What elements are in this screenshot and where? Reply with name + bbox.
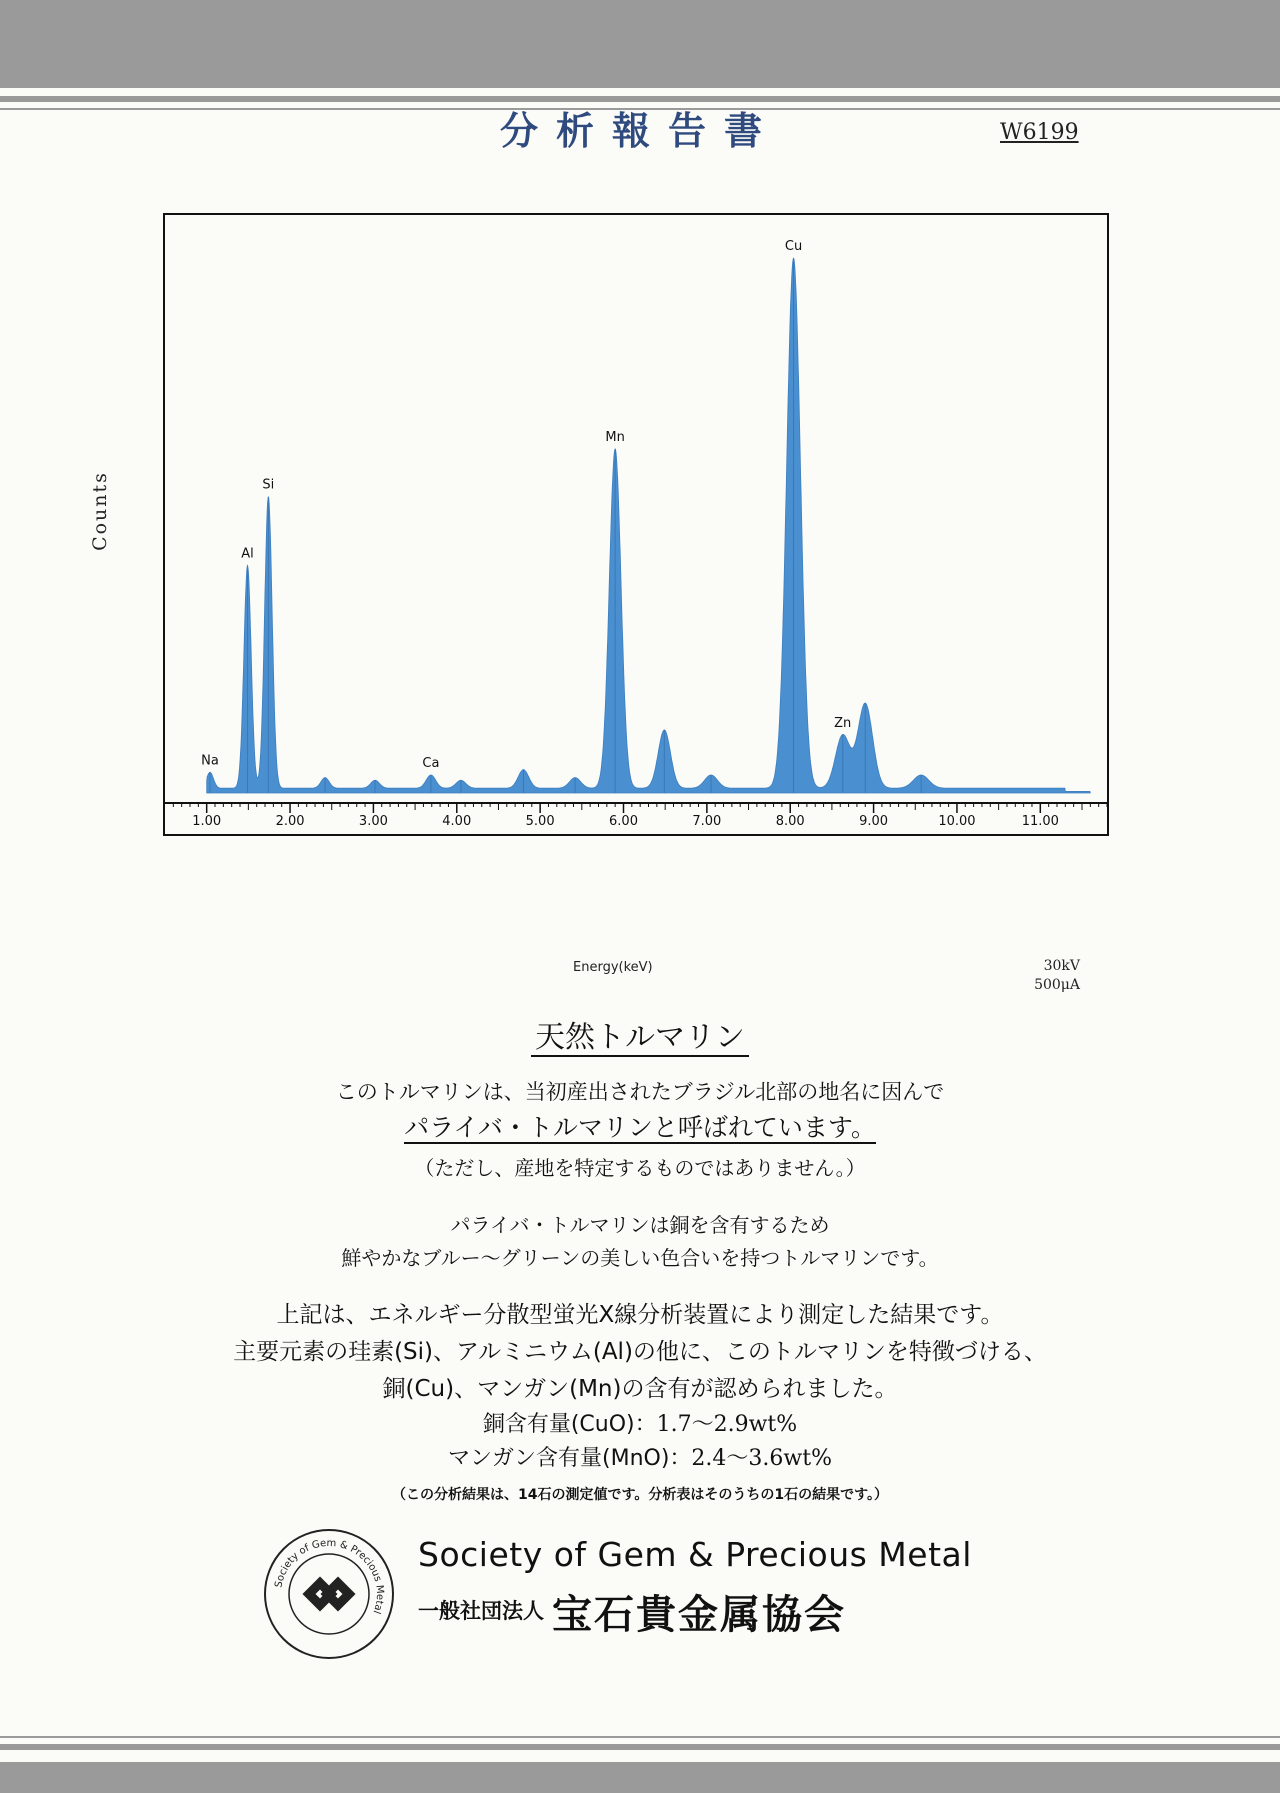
peak-label-al: Al xyxy=(241,546,254,562)
method-line: 上記は、エネルギー分散型蛍光X線分析装置により測定した結果です。 xyxy=(276,1302,1004,1328)
y-axis-label: Counts xyxy=(88,471,111,551)
cu-content-value: ：1.7～2.9wt% xyxy=(634,1412,798,1437)
sample-note: （この分析結果は、14石の測定値です。分析表はそのうちの1石の結果です。） xyxy=(392,1487,888,1503)
mn-content-line xyxy=(0,1441,1280,1472)
elements-line: 主要元素の珪素(Si)、アルミニウム(Al)の他に、このトルマリンを特徴づける、 xyxy=(233,1339,1047,1365)
organization-name-jp: 宝石貴金属協会 xyxy=(552,1592,846,1638)
paraiba-line xyxy=(0,1108,1280,1144)
mn-content-label: マンガン含有量(MnO) xyxy=(448,1446,670,1471)
x-tick-label-4: 5.00 xyxy=(525,814,555,829)
gem-name-text: 天然トルマリン xyxy=(531,1020,749,1057)
spectrum-area xyxy=(207,258,1091,793)
peak-label-zn: Zn xyxy=(834,716,852,732)
cu-content-label: 銅含有量(CuO) xyxy=(482,1412,635,1437)
top-border-band xyxy=(0,0,1280,88)
report-title: 分析報告書 xyxy=(499,109,780,153)
x-tick-label-6: 7.00 xyxy=(692,814,722,829)
x-axis-label: Energy(keV) xyxy=(573,960,653,975)
peak-label-mn: Mn xyxy=(605,430,625,446)
color-line: 鮮やかなブルー～グリーンの美しい色合いを持つトルマリンです。 xyxy=(341,1246,939,1270)
bottom-rule-thin xyxy=(0,1736,1280,1738)
document-number: W6199 xyxy=(1000,120,1079,145)
x-tick-label-10: 11.00 xyxy=(1021,814,1059,829)
organization-type: 一般社団法人 xyxy=(418,1599,544,1623)
x-tick-label-5: 6.00 xyxy=(609,814,638,829)
disclaimer-line: （ただし、産地を特定するものではありません。） xyxy=(414,1156,866,1180)
mn-content-value: ：2.4～3.6wt% xyxy=(669,1446,832,1471)
peak-label-si: Si xyxy=(262,477,275,493)
svg-text:Society of Gem & Precious Meta: Society of Gem & Precious Metal xyxy=(273,1537,386,1616)
x-tick-label-2: 3.00 xyxy=(358,814,388,829)
bottom-rule xyxy=(0,1744,1280,1750)
spectrum-chart xyxy=(165,215,1107,834)
cu-content-line xyxy=(0,1407,1280,1438)
paraiba-text: パライバ・トルマリンと呼ばれています。 xyxy=(404,1113,876,1142)
peak-label-cu: Cu xyxy=(784,239,803,255)
peak-label-na: Na xyxy=(201,753,219,769)
origin-line: このトルマリンは、当初産出されたブラジル北部の地名に因んで xyxy=(335,1080,945,1104)
voltage-condition: 30kV xyxy=(1043,958,1080,974)
x-tick-label-3: 4.00 xyxy=(442,814,472,829)
x-tick-label-7: 8.00 xyxy=(775,814,805,829)
x-tick-label-9: 10.00 xyxy=(938,814,976,829)
spectrum-chart-frame xyxy=(163,213,1109,836)
gem-name xyxy=(0,1012,1280,1056)
copper-line: パライバ・トルマリンは銅を含有するため xyxy=(450,1213,830,1237)
current-condition: 500μA xyxy=(1034,977,1080,993)
bottom-border-band xyxy=(0,1762,1280,1793)
x-tick-label-0: 1.00 xyxy=(192,814,222,829)
detected-line: 銅(Cu)、マンガン(Mn)の含有が認められました。 xyxy=(382,1376,898,1402)
peak-label-ca: Ca xyxy=(422,755,440,771)
x-tick-label-8: 9.00 xyxy=(859,814,889,829)
society-logo xyxy=(262,1527,396,1661)
organization-name-en: Society of Gem & Precious Metal xyxy=(418,1535,972,1574)
x-tick-label-1: 2.00 xyxy=(275,814,305,829)
